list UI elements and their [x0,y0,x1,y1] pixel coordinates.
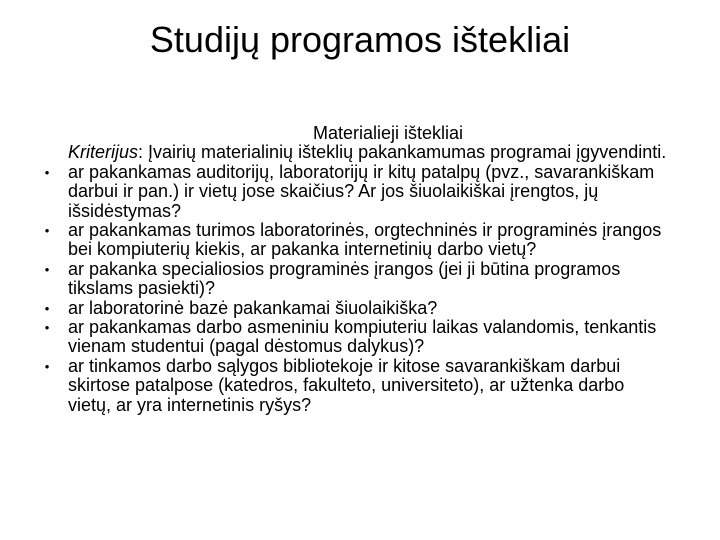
criterion-label: Kriterijus [68,142,139,163]
bullet-icon: • [44,300,50,316]
list-item-text: ar tinkamos darbo sąlygos bibliotekoje ir kitose savarankiškam darbui skirtose patalpose (katedros, fakulteto, universiteto), ar užtenka darbo vietų, ar yra internetinis ryšys? [68,355,625,415]
criterion-text: : Įvairių materialinių išteklių pakankamumas programai įgyvendinti. [138,142,667,163]
list-item [44,317,668,357]
slide-content [44,123,668,415]
list-item-text: ar pakanka specialiosios programinės įrangos (jei ji būtina programos tikslams pasiekti)? [68,258,621,299]
list-item-text: ar pakankamas turimos laboratorinės, orgtechninės ir programinės įrangos bei kompiuterių kiekis, ar pakanka internetinių darbo vietų? [68,220,662,260]
bullet-icon: • [44,261,50,277]
list-item [44,161,668,221]
bullet-icon: • [44,320,50,336]
list-item-text: ar laboratorinė bazė pakankamai šiuolaikiška? [68,297,438,318]
list-item [44,220,668,260]
list-item [44,355,668,415]
bullet-icon: • [44,223,50,239]
slide-title: Studijų programos ištekliai [149,19,571,60]
criteria-question-list [44,161,668,415]
list-item [44,258,668,299]
list-item [44,297,668,318]
list-item-text: ar pakankamas auditorijų, laboratorijų ir kitų patalpų (pvz., savarankiškam darbui ir pan.) ir vietų jose skaičius? Ar jos šiuolaikiškai įrengtos, jų išsidėstymas? [68,161,655,221]
criterion-paragraph [68,143,668,162]
bullet-icon: • [44,358,50,374]
list-item-text: ar pakankamas darbo asmeniniu kompiuteriu laikas valandomis, tenkantis vienam studentui (pagal dėstomus dalykus)? [68,317,657,357]
section-heading: Materialieji ištekliai [312,123,464,143]
bullet-icon: • [44,164,50,180]
